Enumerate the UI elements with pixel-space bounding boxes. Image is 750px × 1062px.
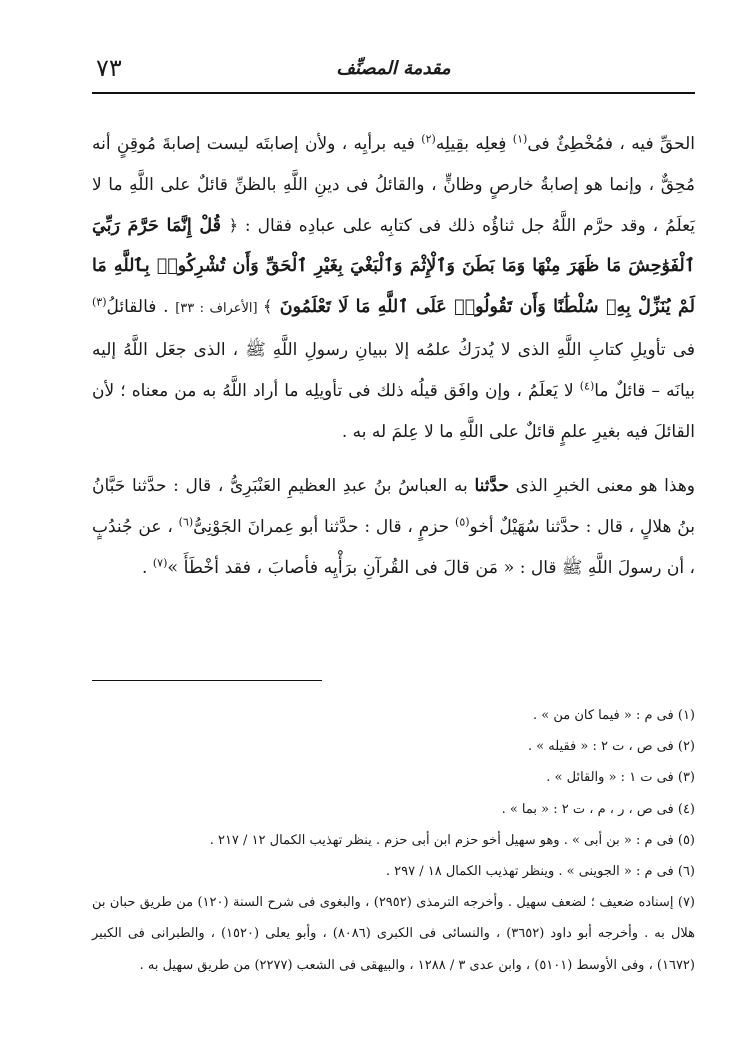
paragraph-1 xyxy=(92,124,695,452)
quran-bracket-close: ﴾ xyxy=(263,297,273,317)
text-span: فِعلِه بقِيلِه xyxy=(435,134,513,154)
footnote-ref: (٧) xyxy=(152,556,168,570)
text-span: فيه برأيِه ، ولأن إصابتَه ليست إصابةَ مُوقِنٍ أنه مُحِقٌّ ، وإنما هو إصابةُ خارصٍ وظانٍّ ، والقائلُ فى دينِ اللَّهِ بالظنِّ قائلٌ على اللَّهِ ما لا يَعلَمُ ، وقد حرَّم اللَّهُ جل ثناؤُه ذلك فى كتابِه على عبادِه فقال : xyxy=(92,134,696,236)
quran-bracket-open: ﴿ xyxy=(228,215,238,235)
footnotes xyxy=(92,700,695,981)
text-span: وهذا هو معنى الخبرِ الذى xyxy=(508,476,696,497)
footnote-1: (١) فى م : « فيما كان من » . xyxy=(532,708,695,723)
footnote-3: (٣) فى ت ١ : « والقائل » . xyxy=(546,770,695,786)
hadith-text: « مَن قالَ فى القُرآنِ برَأْيِه فأصابَ ، فقد أخْطَأَ » xyxy=(167,557,515,578)
text-span: لا يَعلَمُ ، وإن وافَق قيلُه ذلك فى تأويلِه ما أراد اللَّهُ به من معناه ؛ لأن القائلَ فيه بغيرِ علمٍ قائلٌ على اللَّهِ ما لا عِلمَ له به . xyxy=(92,380,695,442)
quran-verse: قُلْ إِنَّمَا حَرَّمَ رَبِّيَ ٱلْفَوَٰحِشَ مَا ظَهَرَ مِنْهَا وَمَا بَطَنَ وَٱلْإِثْمَ وَٱلْبَغْيَ بِغَيْرِ ٱلْحَقِّ وَأَن تُشْرِكُوا۟ بِٱللَّهِ مَا لَمْ يُنَزِّلْ بِهِۦ سُلْطَٰنًا وَأَن تَقُولُوا۟ عَلَى ٱللَّهِ مَا لَا تَعْلَمُونَ xyxy=(92,215,695,318)
footnote-4: (٤) فى ص ، ر ، م ، ت ٢ : « بما » . xyxy=(501,801,695,817)
text-span: ، عن جُندُبٍ ، أن رسولَ اللَّهِ ﷺ قال : xyxy=(92,517,695,578)
footnote-5: (٥) فى م : « بن أبى » . وهو سهيل أخو حزم ابن أبى حزم . ينظر تهذيب الكمال ١٢ / ٢١٧ . xyxy=(209,832,695,848)
footnote-ref: (٦) xyxy=(178,515,194,529)
verse-citation: [الأعراف : ٣٣] xyxy=(175,301,264,317)
footnote-ref: (٤) xyxy=(579,379,595,393)
footnote-6: (٦) فى م : « الجوينى » . وينظر تهذيب الكمال ١٨ / ٢٩٧ . xyxy=(385,864,695,880)
footnote-7: (٧) إسناده ضعيف ؛ لضعف سهيل . وأخرجه الترمذى (٢٩٥٢) ، والبغوى فى شرح السنة (١٢٠) من طريق حبان بن هلال به . وأخرجه أبو داود (٣٦٥٢) ، والنسائى فى الكبرى (٨٠٨٦) ، وأبو يعلى (١٥٢٠) ، والطبرانى فى الكبير (١٦٧٢) ، وفى الأوسط (٥١٠١) ، وابن عدى ٣ / ١٢٨٨ ، والبيهقى فى الشعب (٢٢٧٧) من طريق سهيل به . xyxy=(92,895,695,973)
footnote-ref: (٣) xyxy=(92,295,107,309)
page-header xyxy=(92,46,695,94)
text-span: فى تأويلِ كتابِ اللَّهِ الذى لا يُدرَكُ علمُه إلا ببيانِ رسولِ اللَّهِ ﷺ ، الذى جعَل اللَّهُ إليه بيانَه – قائلٌ ما xyxy=(92,339,695,401)
footnote-ref: (١) xyxy=(512,132,528,146)
text-span: . xyxy=(142,557,153,578)
footnote-ref: (٢) xyxy=(421,132,436,146)
paragraph-2 xyxy=(92,466,695,588)
text-span: الحقِّ فيه ، فمُخْطِئٌ فى xyxy=(527,134,695,154)
footnote-2: (٢) فى ص ، ت ٢ : « فقيله » . xyxy=(527,739,695,755)
text-span: . فالقائلُ xyxy=(106,297,176,318)
footnote-divider xyxy=(92,680,322,681)
footnote-ref: (٥) xyxy=(455,515,470,529)
page-number: ٧٣ xyxy=(96,54,122,82)
running-title: مقدمة المصنِّف xyxy=(336,58,451,79)
text-span: به العباسُ بنُ عبدِ العظيمِ العَنْبَرِىُّ ، قال : حدَّثنا حَبَّانُ بنُ هلالٍ ، قال : حدَّثنا سُهَيْلٌ أخو xyxy=(92,476,695,538)
hadith-chain-marker: حدَّثنا xyxy=(474,476,509,497)
text-span: حزمٍ ، قال : حدَّثنا أبو عِمرانَ الجَوْنِىُّ xyxy=(193,517,456,538)
main-text xyxy=(92,124,695,589)
